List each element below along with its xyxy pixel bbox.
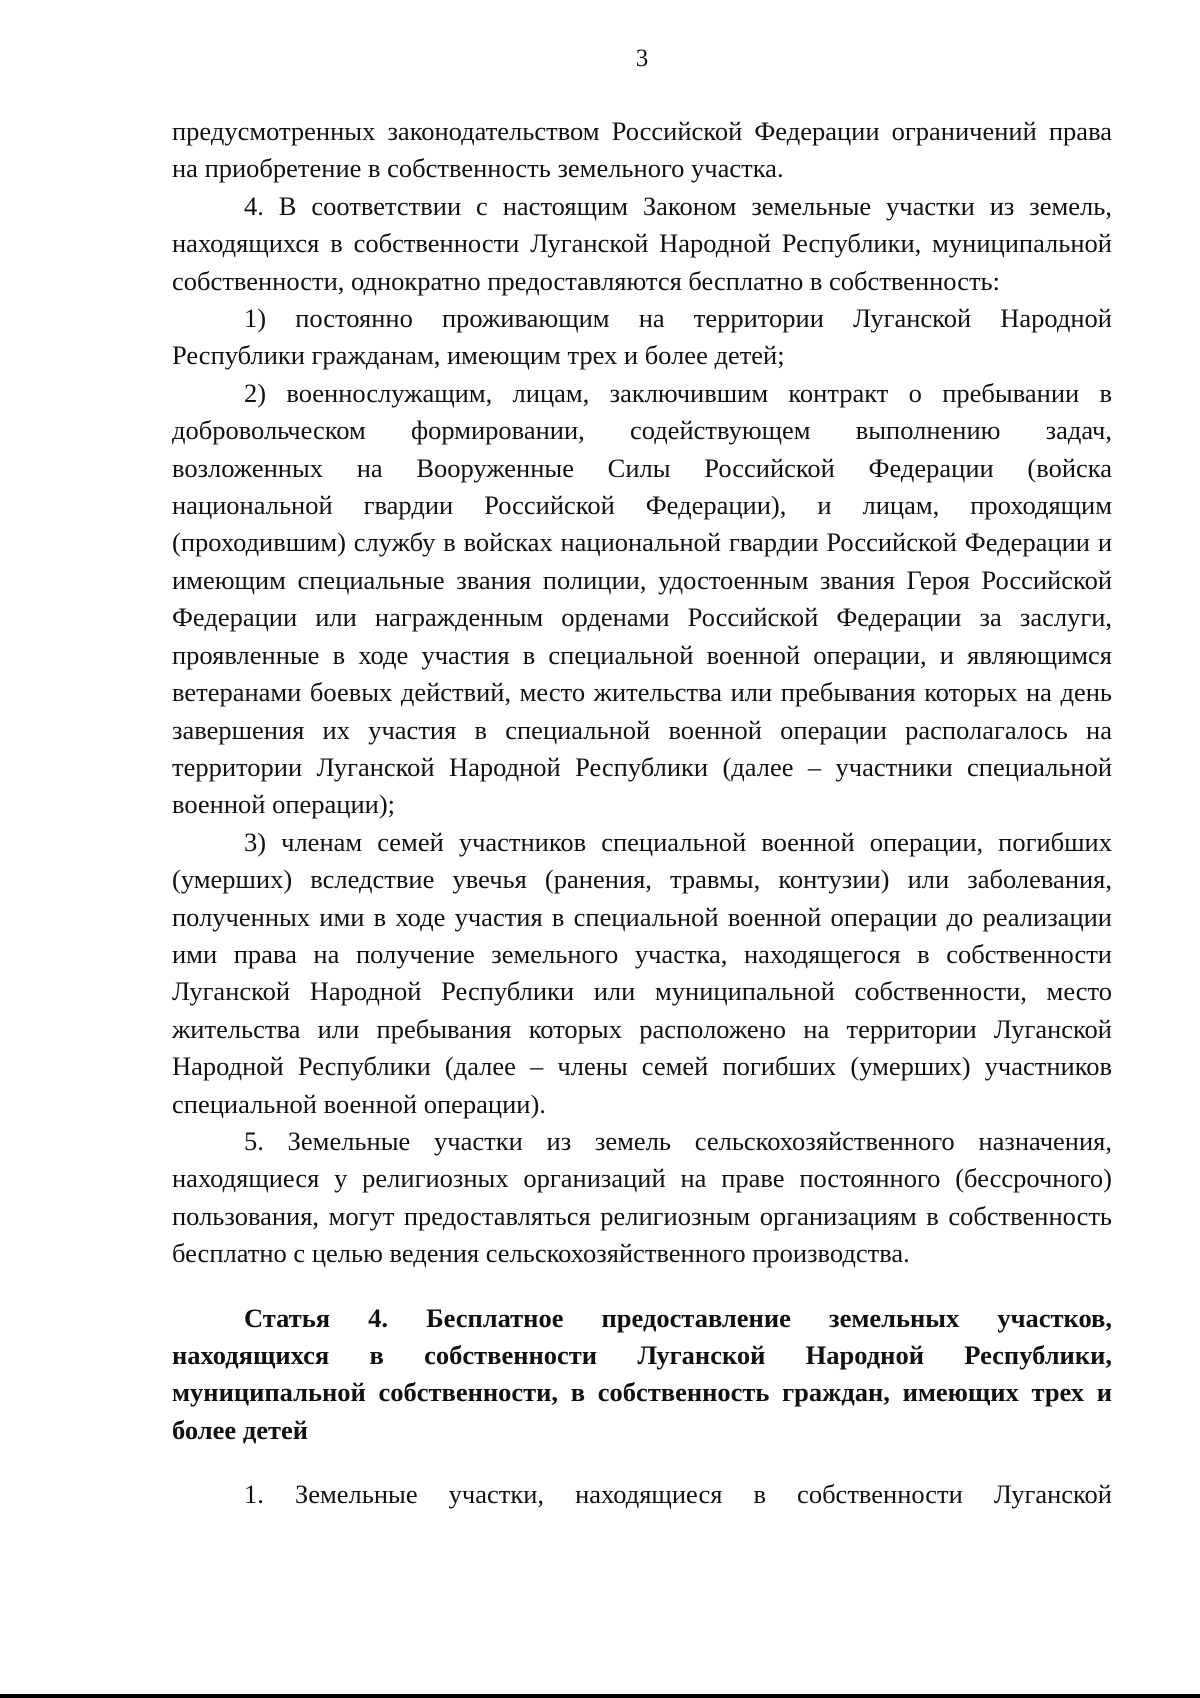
document-body bbox=[172, 113, 1112, 1514]
paragraph-subitem-2: 2) военнослужащим, лицам, заключившим контракт о пребывании в добровольческом формировании, содействующем выполнению задач, возложенных на Вооруженные Силы Российской Федерации (войска национальной гвардии Российской Федерации), и лицам, проходящим (проходившим) службу в войсках национальной гвардии Российской Федерации и имеющим специальные звания полиции, удостоенным звания Героя Российской Федерации или награжденным орденами Российской Федерации за заслуги, проявленные в ходе участия в специальной военной операции, и являющимся ветеранами боевых действий, место жительства или пребывания которых на день завершения их участия в специальной военной операции располагалось на территории Луганской Народной Республики (далее – участники специальной военной операции); bbox=[172, 377, 1112, 820]
paragraph-item-4: 4. В соответствии с настоящим Законом земельные участки из земель, находящихся в собственности Луганской Народной Республики, муниципальной собственности, однократно предоставляются бесплатно в собственность: bbox=[172, 190, 1112, 296]
paragraph-continuation: предусмотренных законодательством Российской Федерации ограничений права на приобретение в собственность земельного участка. bbox=[172, 116, 1112, 184]
paragraph-article-4-item-1: 1. Земельные участки, находящиеся в собственности Луганской bbox=[244, 1479, 1112, 1510]
paragraph-subitem-1: 1) постоянно проживающим на территории Луганской Народной Республики гражданам, имеющим трех и более детей; bbox=[172, 303, 1112, 371]
paragraph-subitem-3: 3) членам семей участников специальной военной операции, погибших (умерших) вследствие увечья (ранения, травмы, контузии) или заболевания, полученных ими в ходе участия в специальной военной операции до реализации ими права на получение земельного участка, находящегося в собственности Луганской Народной Республики или муниципальной собственности, место жительства или пребывания которых расположено на территории Луганской Народной Республики (далее – члены семей погибших (умерших) участников специальной военной операции). bbox=[172, 826, 1112, 1119]
article-4-heading: Статья 4. Бесплатное предоставление земельных участков, находящихся в собственности Луганской Народной Республики, муниципальной собственности, в собственность граждан, имеющих трех и более детей bbox=[172, 1302, 1112, 1445]
page-number: 3 bbox=[635, 45, 649, 72]
bottom-border-line bbox=[0, 1694, 1200, 1698]
paragraph-item-5: 5. Земельные участки из земель сельскохозяйственного назначения, находящиеся у религиозных организаций на праве постоянного (бессрочного) пользования, могут предоставляться религиозным организациям в собственность бесплатно с целью ведения сельскохозяйственного производства. bbox=[172, 1125, 1112, 1269]
